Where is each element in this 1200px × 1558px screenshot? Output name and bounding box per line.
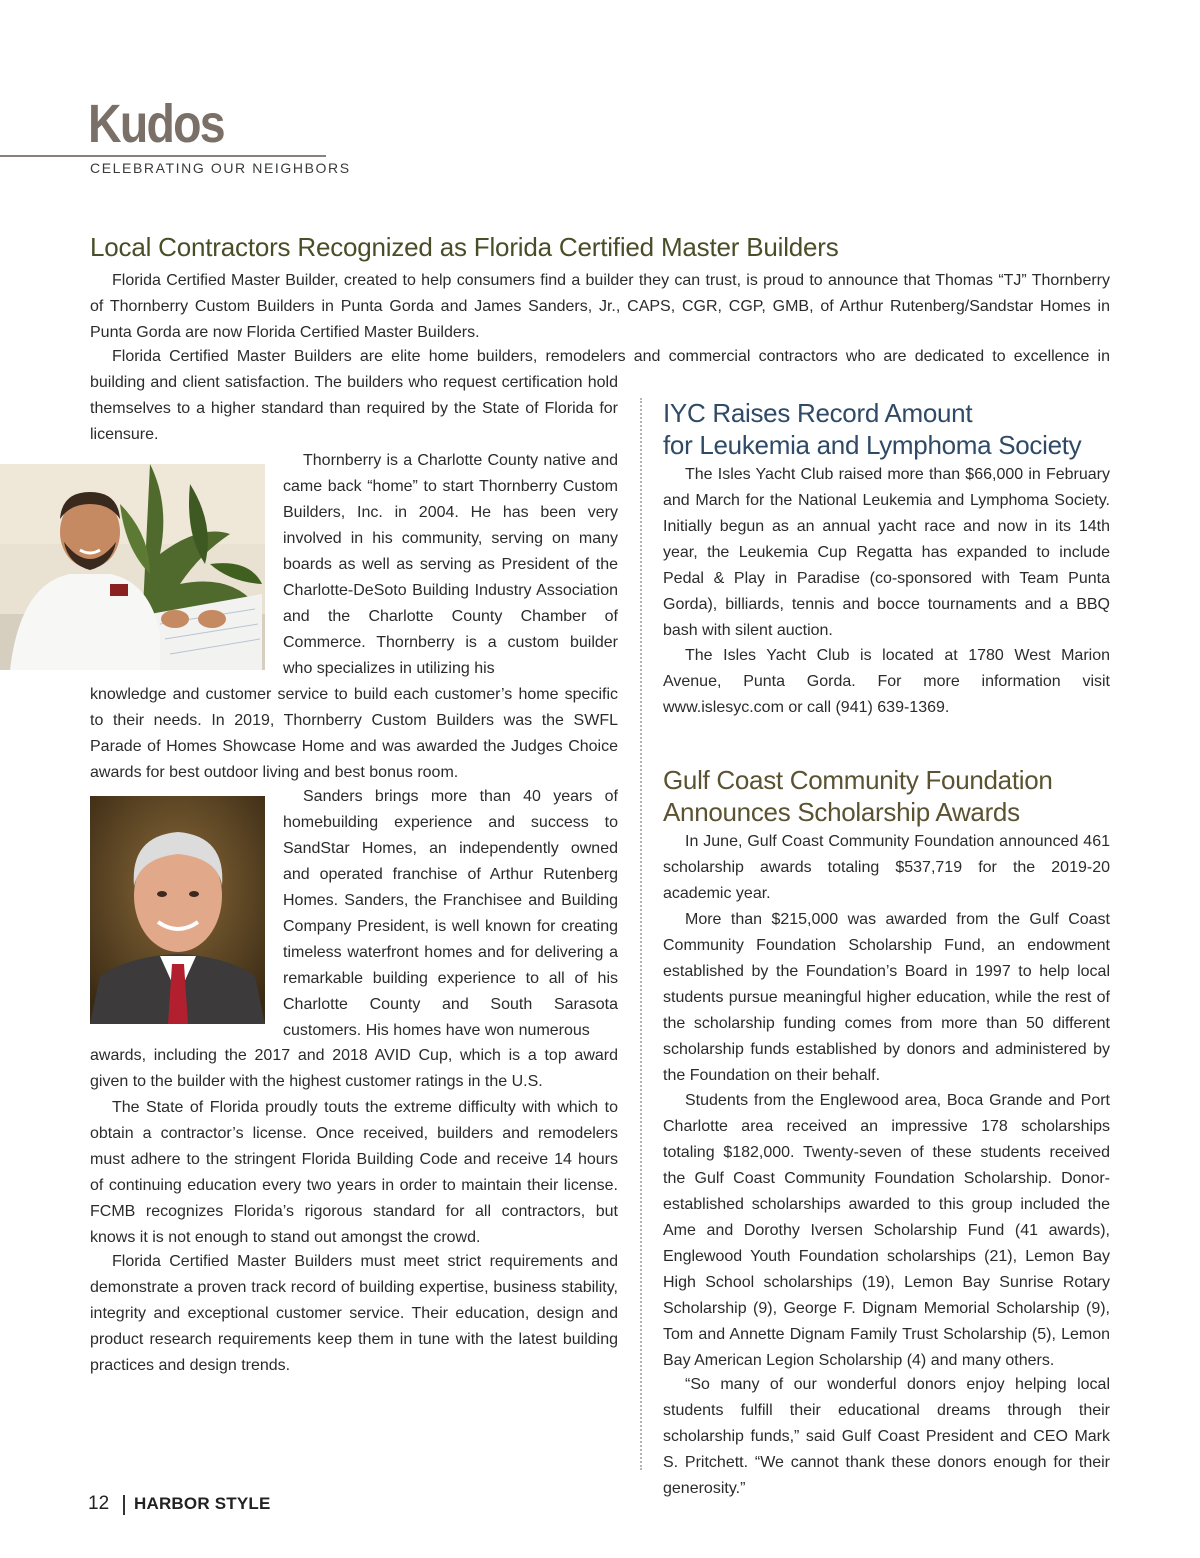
- main-paragraph-3-wrap: Thornberry is a Charlotte County native and came back “home” to start Thornberry Custom Builders, Inc. in 2004. He has been very involved in his community, serving on many boards as well as serving as President of the Charlotte-DeSoto Building Industry Association and the Charlotte County Chamber of Commerce. Thornberry is a custom builder who specializes in utilizing his: [283, 452, 618, 677]
- main-paragraph-1: Florida Certified Master Builder, created to help consumers find a builder they can trust, is proud to announce that Thomas “TJ” Thornberry of Thornberry Custom Builders in Punta Gorda and James Sanders, Jr., CAPS, CGR, CGP, GMB, of Arthur Rutenberg/Sandstar Homes in Punta Gorda are now Florida Certified Master Builders.: [90, 272, 1110, 341]
- page-number: 12: [88, 1493, 110, 1514]
- gulf-paragraph-1: In June, Gulf Coast Community Foundation announced 461 scholarship awards totaling $537,719 for the 2019-20 academic year.: [663, 833, 1110, 902]
- main-paragraph-2: building and client satisfaction. The builders who request certification hold themselves to a higher standard than required by the State of Florida for licensure.: [90, 374, 618, 443]
- gulf-headline-line-2: Announces Scholarship Awards: [663, 797, 1020, 827]
- main-headline: Local Contractors Recognized as Florida Certified Master Builders: [90, 232, 839, 262]
- sanders-photo: [90, 796, 265, 1024]
- gulf-paragraph-3: Students from the Englewood area, Boca Grande and Port Charlotte area received an impressive 178 scholarships totaling $182,000. Twenty-seven of these students received the Gulf Coast Community Foundation Scholarship. Donor-established scholarships awarded to this group included the Ame and Dorothy Iversen Scholarship Fund (41 awards), Englewood Youth Foundation scholarships (21), Lemon Bay High School scholarships (19), Lemon Bay Sunrise Rotary Scholarship (9), George F. Dignam Memorial Scholarship (9), Tom and Annette Dignam Family Trust Scholarship (5), Lemon Bay American Legion Scholarship (4) and many others.: [663, 1092, 1110, 1369]
- iyc-headline-line-1: IYC Raises Record Amount: [663, 398, 973, 428]
- iyc-headline-line-2: for Leukemia and Lymphoma Society: [663, 430, 1082, 460]
- iyc-paragraph-2: The Isles Yacht Club is located at 1780 West Marion Avenue, Punta Gorda. For more information visit www.islesyc.com or call (941) 639-1369.: [663, 647, 1110, 716]
- gulf-paragraph-2: More than $215,000 was awarded from the Gulf Coast Community Foundation Scholarship Fund, an endowment established by the Foundation’s Board in 1997 to help local students pursue meaningful higher education, while the rest of the scholarship funding comes from more than 50 different scholarship funds established by donors and administered by the Foundation on their behalf.: [663, 911, 1110, 1084]
- main-paragraph-4: awards, including the 2017 and 2018 AVID Cup, which is a top award given to the builder with the highest customer ratings in the U.S.: [90, 1047, 618, 1090]
- header-rule: [0, 155, 326, 157]
- main-paragraph-3: knowledge and customer service to build each customer’s home specific to their needs. In 2019, Thornberry Custom Builders was the SWFL Parade of Homes Showcase Home and was awarded the Judges Choice awards for best outdoor living and best bonus room.: [90, 686, 618, 781]
- footer-separator: [123, 1495, 125, 1515]
- section-title: Kudos: [88, 94, 224, 154]
- thornberry-photo: [0, 464, 265, 670]
- gulf-paragraph-4: “So many of our wonderful donors enjoy helping local students fulfill their educational dreams through their scholarship funds,” said Gulf Coast President and CEO Mark S. Pritchett. “We cannot thank these donors enough for their generosity.”: [663, 1376, 1110, 1497]
- main-paragraph-2-line: Florida Certified Master Builders are elite home builders, remodelers and commercial contractors who are dedicated to excellence in: [112, 348, 1110, 365]
- iyc-paragraph-1: The Isles Yacht Club raised more than $66,000 in February and March for the National Leukemia and Lymphoma Society. Initially begun as an annual yacht race and now in its 14th year, the Leukemia Cup Regatta has expanded to include Pedal & Play in Paradise (co-sponsored with Team Punta Gorda), billiards, tennis and bocce tournaments and a BBQ bash with silent auction.: [663, 466, 1110, 639]
- main-paragraph-4-wrap: Sanders brings more than 40 years of homebuilding experience and success to SandStar Homes, an independently owned and operated franchise of Arthur Rutenberg Homes. Sanders, the Franchisee and Building Company President, is well known for creating timeless waterfront homes and for delivering a remarkable building experience to all of his Charlotte County and South Sarasota customers. His homes have won numerous: [283, 788, 618, 1039]
- section-kicker: CELEBRATING OUR NEIGHBORS: [90, 160, 351, 176]
- main-paragraph-5: The State of Florida proudly touts the extreme difficulty with which to obtain a contractor’s license. Once received, builders and remodelers must adhere to the stringent Florida Building Code and receive 14 hours of continuing education every two years in order to maintain their license. FCMB recognizes Florida’s rigorous standard for all contractors, but knows it is not enough to stand out amongst the crowd.: [90, 1099, 618, 1246]
- column-divider: [640, 398, 642, 1470]
- main-paragraph-6: Florida Certified Master Builders must meet strict requirements and demonstrate a proven track record of building expertise, business stability, integrity and exceptional customer service. Their education, design and product research requirements keep them in tune with the latest building practices and design trends.: [90, 1253, 618, 1374]
- publication-name: HARBOR STYLE: [134, 1494, 271, 1513]
- gulf-headline-line-1: Gulf Coast Community Foundation: [663, 765, 1053, 795]
